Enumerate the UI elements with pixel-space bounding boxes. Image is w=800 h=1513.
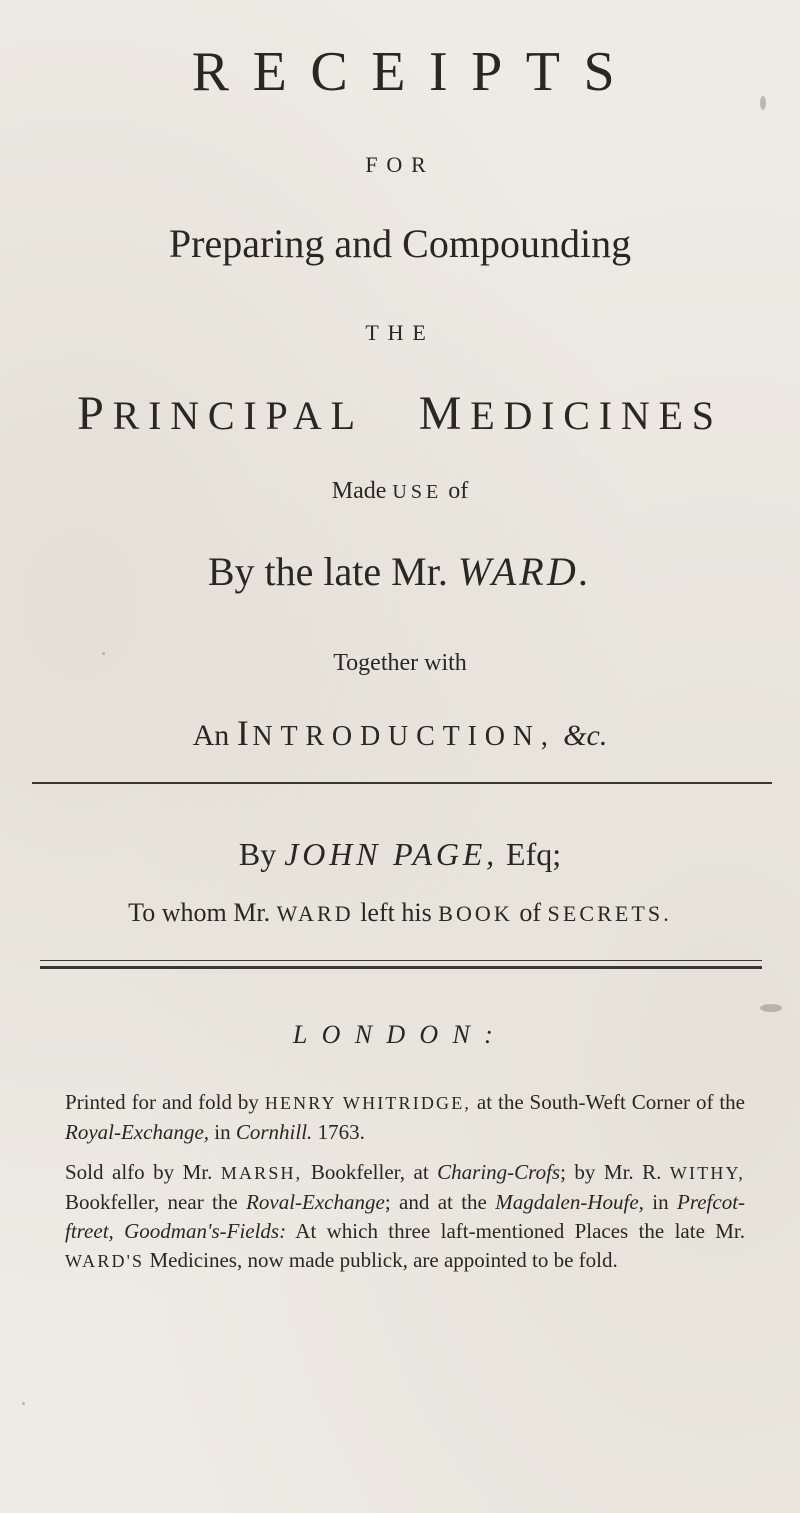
left-his-text: left his	[360, 898, 432, 927]
divider-rule-1	[32, 782, 772, 784]
place-magdalen-house: Magdalen-Houfe,	[495, 1190, 644, 1214]
place-royal-exchange: Royal-Exchange,	[65, 1120, 210, 1144]
of-word: of	[448, 478, 469, 504]
title-preparing-line: Preparing and Compounding	[168, 221, 632, 266]
ward-name: WARD.	[457, 549, 593, 594]
imprint-text: Sold alfo by Mr.	[65, 1160, 213, 1184]
secrets-word: SECRETS.	[547, 901, 672, 926]
bookseller-marsh: MARSH,	[220, 1163, 303, 1183]
made-use-of-line	[0, 478, 800, 505]
by-word: By	[238, 836, 277, 872]
imprint-text: in	[214, 1120, 231, 1144]
ward-imprint: WARD'S	[65, 1251, 145, 1271]
author-name: JOHN PAGE,	[284, 836, 499, 872]
ward-smallcaps: WARD	[276, 901, 354, 926]
imprint-sold-also	[65, 1158, 745, 1276]
use-word: USE	[392, 481, 443, 503]
imprint-printed-for	[65, 1088, 745, 1147]
imprint-text: at the South-Weft Corner of the	[476, 1090, 746, 1114]
together-with-line: Together with	[333, 650, 467, 676]
place-charing-cross: Charing-Crofs	[437, 1160, 561, 1184]
paper-speck	[22, 1402, 25, 1405]
imprint-text: Medicines, now made publick, are appointed to be fold.	[149, 1248, 618, 1272]
imprint-text: Bookfeller, near the	[65, 1190, 238, 1214]
main-title: RECEIPTS	[191, 41, 639, 103]
principal-rest: RINCIPAL	[112, 393, 363, 438]
title-principal-medicines	[0, 386, 800, 441]
introduction-line	[0, 712, 800, 754]
paper-speck	[760, 1004, 782, 1012]
imprint-text: Printed for and fold by	[65, 1090, 259, 1114]
place-royal-exchange-2: Roval-Exchange	[246, 1190, 385, 1214]
title-the: THE	[365, 320, 435, 345]
imprint-text: in	[652, 1190, 669, 1214]
of-word-2: of	[519, 898, 542, 927]
book-word: BOOK	[438, 901, 513, 926]
etc-word: &c.	[563, 719, 608, 752]
made-word: Made	[331, 478, 387, 504]
book-of-secrets-line	[0, 898, 800, 928]
imprint-year: 1763.	[317, 1120, 365, 1144]
author-line	[0, 836, 800, 873]
divider-rule-2	[40, 960, 762, 961]
imprint-place: LONDON:	[292, 1020, 508, 1049]
paper-speck	[760, 96, 766, 110]
medicines-initial: M	[418, 387, 471, 440]
bookseller-withy: WITHY,	[669, 1163, 746, 1183]
an-word: An	[192, 719, 230, 752]
principal-initial: P	[77, 387, 113, 440]
divider-rule-3	[40, 966, 762, 969]
introduction-initial: I	[236, 713, 253, 753]
by-late-text: By the late Mr.	[207, 549, 448, 594]
by-late-mr-ward-line	[0, 548, 800, 595]
imprint-text: ; and at the	[384, 1190, 487, 1214]
esquire: Efq;	[506, 836, 562, 872]
medicines-rest: EDICINES	[470, 393, 723, 438]
place-prescot-street: Prefcot-ftreet, Goodman's-Fields:	[65, 1190, 746, 1243]
introduction-rest: NTRODUCTION,	[252, 721, 556, 752]
paper-speck	[102, 652, 105, 655]
imprint-text: ; by Mr. R.	[560, 1160, 662, 1184]
imprint-text: At which three laft-mentioned Places the late Mr.	[295, 1219, 745, 1243]
title-for: FOR	[365, 152, 435, 177]
printer-name: HENRY WHITRIDGE,	[264, 1093, 472, 1113]
imprint-text: Bookfeller, at	[310, 1160, 429, 1184]
to-whom-text: To whom Mr.	[128, 898, 271, 927]
place-cornhill: Cornhill.	[235, 1120, 313, 1144]
